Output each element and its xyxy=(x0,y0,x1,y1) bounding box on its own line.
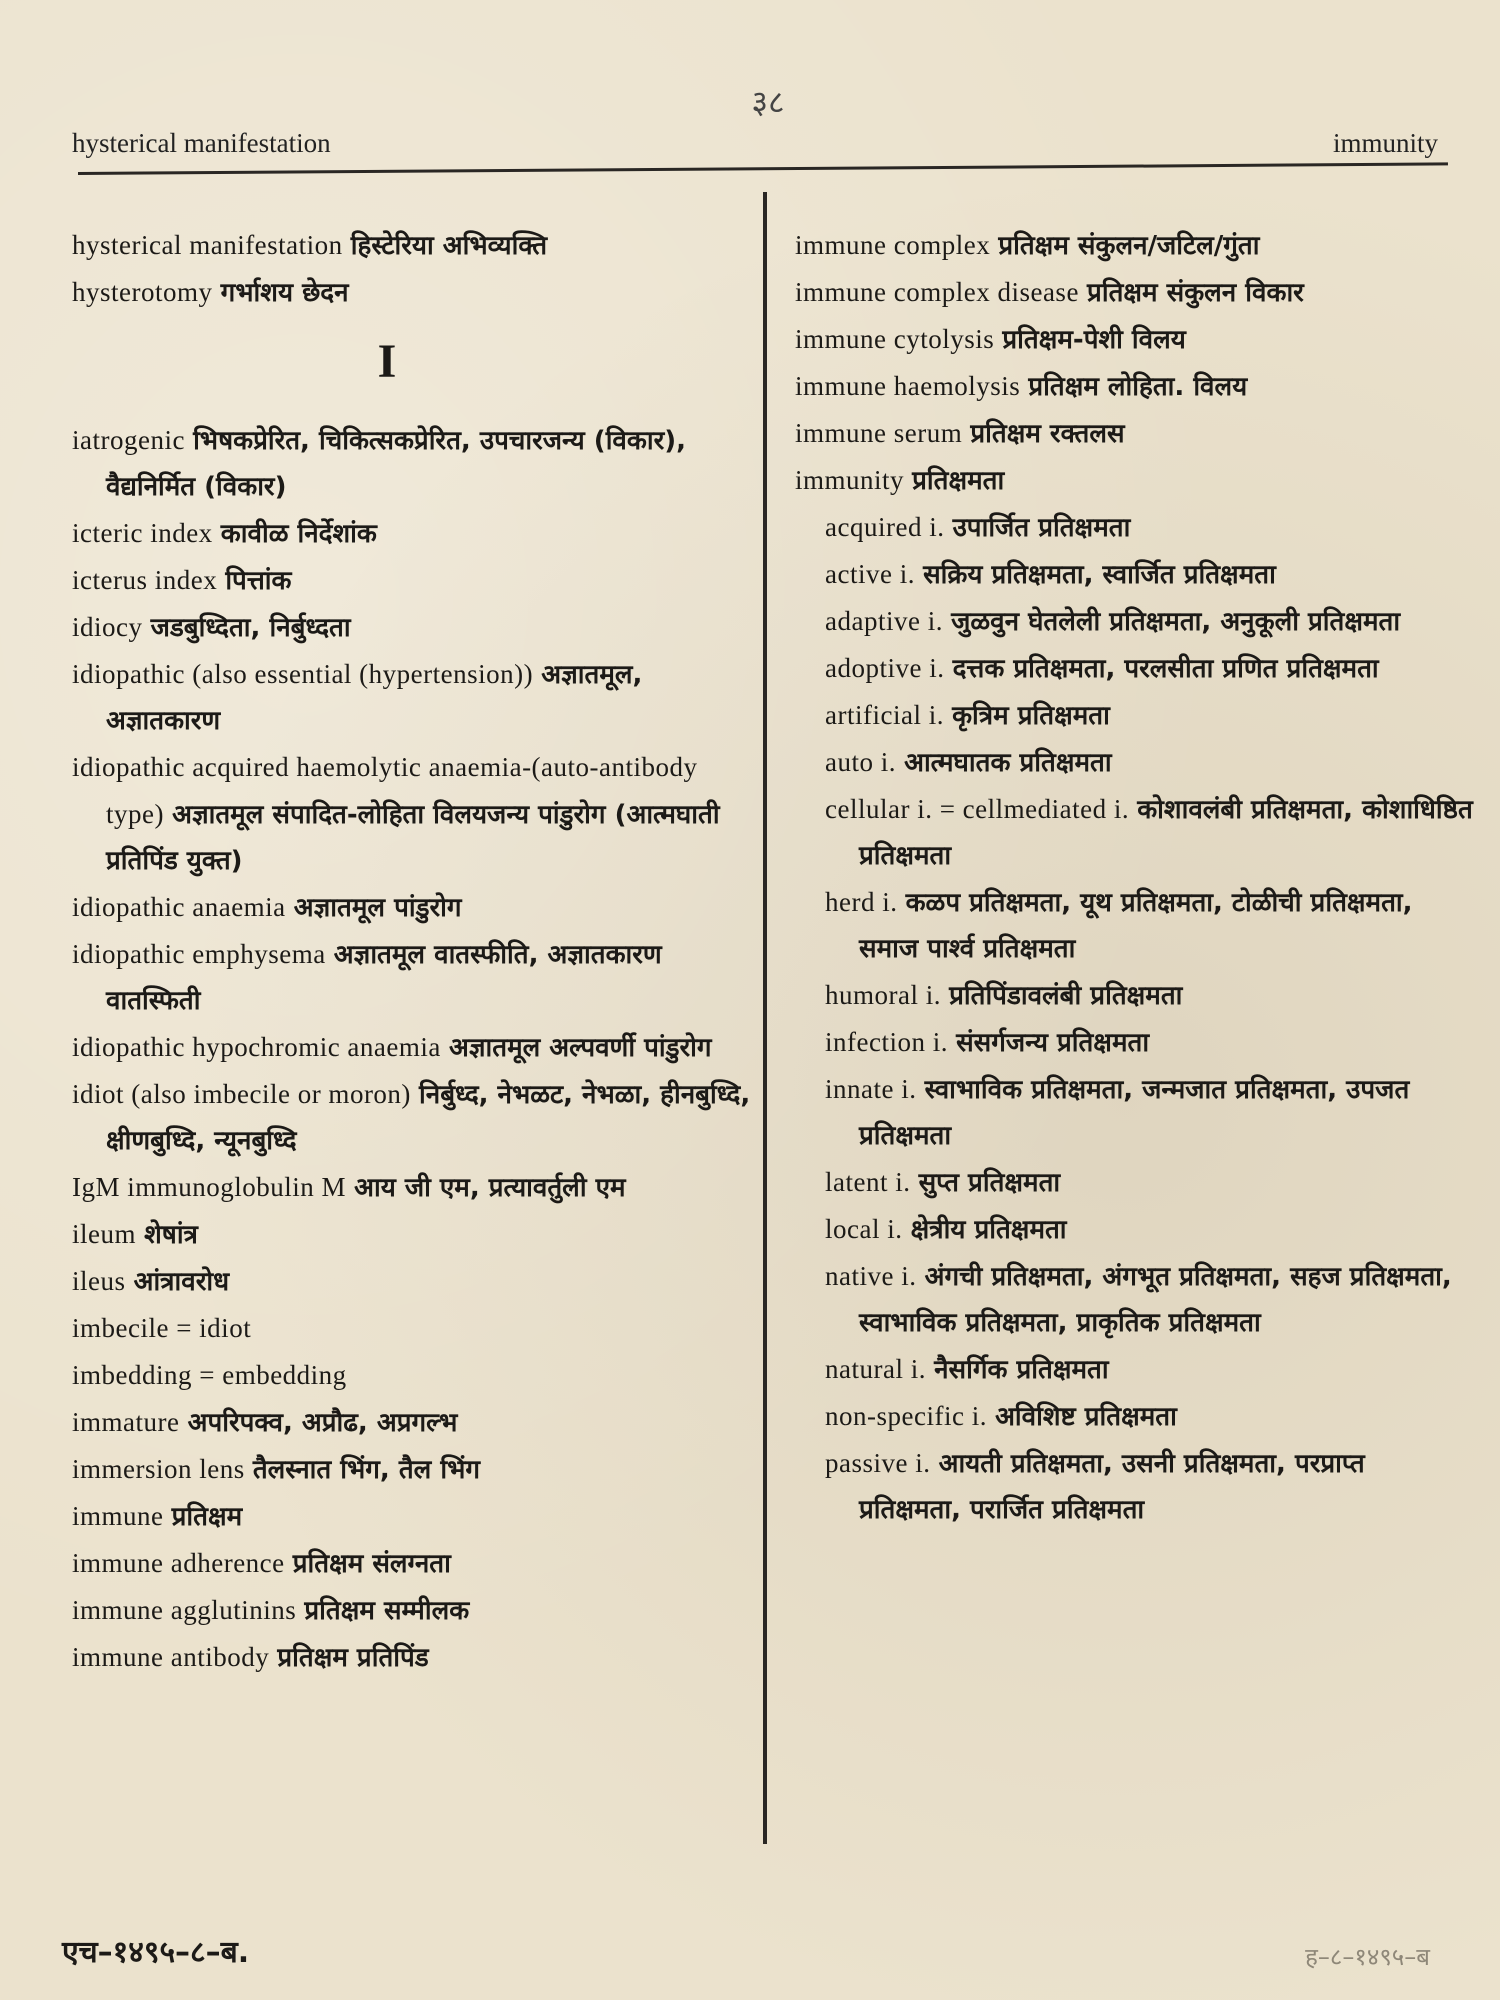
dictionary-entry xyxy=(795,1393,1475,1440)
entry-term: adoptive i. xyxy=(825,653,945,683)
entry-gloss: प्रतिक्षम संकुलन/जटिल/गुंता xyxy=(998,231,1260,261)
entry-gloss: प्रतिक्षम xyxy=(171,1502,243,1532)
entry-gloss: प्रतिक्षम संलग्नता xyxy=(292,1549,451,1579)
entry-term: immunity xyxy=(795,465,905,495)
entry-gloss: आय जी एम, प्रत्यावर्तुली एम xyxy=(354,1173,626,1203)
entry-term: idiopathic emphysema xyxy=(72,939,326,969)
entry-gloss: स्वाभाविक प्रतिक्षमता, जन्मजात प्रतिक्षमता, उपजत प्रतिक्षमता xyxy=(859,1075,1410,1151)
dictionary-entry xyxy=(72,1540,762,1587)
page-number: ३८ xyxy=(751,83,785,121)
entry-term: ileum xyxy=(72,1219,136,1249)
entry-term: non-specific i. xyxy=(825,1401,987,1431)
entry-term: IgM immunoglobulin M xyxy=(72,1172,347,1202)
dictionary-entry xyxy=(795,786,1475,879)
entry-term: immune serum xyxy=(795,418,963,448)
entry-gloss: प्रतिक्षम रक्तलस xyxy=(970,419,1125,449)
dictionary-entry xyxy=(72,1493,762,1540)
entry-term: auto i. xyxy=(825,747,896,777)
entry-gloss: दत्तक प्रतिक्षमता, परलसीता प्रणित प्रतिक्षमता xyxy=(952,654,1379,684)
entry-term: adaptive i. xyxy=(825,606,943,636)
entry-term: passive i. xyxy=(825,1448,931,1478)
entry-gloss: प्रतिक्षम लोहिता. विलय xyxy=(1028,372,1248,402)
dictionary-entry xyxy=(72,1071,762,1164)
entry-term: idiopathic anaemia xyxy=(72,892,286,922)
dictionary-entry xyxy=(795,1440,1475,1533)
entry-gloss: क्षेत्रीय प्रतिक्षमता xyxy=(910,1215,1067,1245)
entry-term: hysterical manifestation xyxy=(72,230,343,260)
entry-term: hysterotomy xyxy=(72,277,213,307)
entry-term: immune haemolysis xyxy=(795,371,1021,401)
entry-term: idiopathic hypochromic anaemia xyxy=(72,1032,441,1062)
entry-term: immune cytolysis xyxy=(795,324,995,354)
dictionary-entry xyxy=(72,931,762,1024)
entry-term: idiot (also imbecile or moron) xyxy=(72,1079,411,1109)
dictionary-entry xyxy=(795,598,1475,645)
entry-gloss: उपार्जित प्रतिक्षमता xyxy=(952,513,1131,543)
left-column xyxy=(72,222,762,1681)
entry-gloss: आंत्रावरोध xyxy=(133,1267,230,1297)
dictionary-entry xyxy=(72,1446,762,1493)
dictionary-entry xyxy=(72,510,762,557)
entry-term: imbecile = idiot xyxy=(72,1313,252,1343)
dictionary-entry xyxy=(795,269,1475,316)
dictionary-entry xyxy=(72,1587,762,1634)
entry-term: icterus index xyxy=(72,565,218,595)
right-column xyxy=(795,222,1475,1533)
entry-term: humoral i. xyxy=(825,980,941,1010)
entry-gloss: नैसर्गिक प्रतिक्षमता xyxy=(934,1355,1109,1385)
entry-gloss: अज्ञातमूल संपादित-लोहिता विलयजन्य पांडुरोग (आत्मघाती प्रतिपिंड युक्त) xyxy=(106,800,720,876)
footer-bleedthrough-code: ह–८–१४९५–ब xyxy=(1305,1943,1430,1971)
entry-term: latent i. xyxy=(825,1167,911,1197)
entry-gloss: अज्ञातमूल अल्पवर्णी पांडुरोग xyxy=(448,1033,712,1063)
entry-term: iatrogenic xyxy=(72,425,185,455)
entry-term: immune antibody xyxy=(72,1642,270,1672)
dictionary-entry xyxy=(795,363,1475,410)
entry-gloss: आत्मघातक प्रतिक्षमता xyxy=(904,748,1112,778)
entry-gloss: अंगची प्रतिक्षमता, अंगभूत प्रतिक्षमता, सहज प्रतिक्षमता, स्वाभाविक प्रतिक्षमता, प्राकृतिक प्रतिक्षमता xyxy=(859,1262,1452,1338)
dictionary-entry xyxy=(72,744,762,884)
entry-term: immune xyxy=(72,1501,164,1531)
dictionary-entry xyxy=(72,557,762,604)
dictionary-entry xyxy=(795,1253,1475,1346)
dictionary-entry xyxy=(72,1399,762,1446)
entry-gloss: जडबुध्दिता, निर्बुध्दता xyxy=(150,613,351,643)
entry-term: icteric index xyxy=(72,518,213,548)
dictionary-entry xyxy=(795,739,1475,786)
entry-term: ileus xyxy=(72,1266,126,1296)
dictionary-entry xyxy=(72,1634,762,1681)
entry-gloss: प्रतिपिंडावलंबी प्रतिक्षमता xyxy=(949,981,1183,1011)
entry-term: idiopathic acquired haemolytic anaemia-(auto-antibody type) xyxy=(72,752,698,829)
entry-term: immersion lens xyxy=(72,1454,245,1484)
entry-gloss: संसर्गजन्य प्रतिक्षमता xyxy=(956,1028,1150,1058)
dictionary-entry xyxy=(795,1066,1475,1159)
section-letter: I xyxy=(377,335,397,388)
entry-gloss: प्रतिक्षम-पेशी विलय xyxy=(1002,325,1186,355)
entry-gloss: अविशिष्ट प्रतिक्षमता xyxy=(995,1402,1177,1432)
dictionary-entry xyxy=(72,1258,762,1305)
entry-gloss: प्रतिक्षम प्रतिपिंड xyxy=(277,1643,429,1673)
dictionary-entry xyxy=(795,410,1475,457)
entry-gloss: गर्भाशय छेदन xyxy=(220,278,349,308)
dictionary-entry xyxy=(72,417,762,510)
dictionary-entry xyxy=(72,1164,762,1211)
entry-gloss: अज्ञातमूल, अज्ञातकारण xyxy=(106,660,643,736)
entry-gloss: अज्ञातमूल पांडुरोग xyxy=(293,893,462,923)
entry-term: immune complex xyxy=(795,230,991,260)
entry-gloss: सुप्त प्रतिक्षमता xyxy=(918,1168,1061,1198)
dictionary-entry xyxy=(72,1305,762,1352)
entry-term: immune agglutinins xyxy=(72,1595,297,1625)
entry-term: infection i. xyxy=(825,1027,948,1057)
dictionary-entry xyxy=(72,884,762,931)
entry-term: cellular i. = cellmediated i. xyxy=(825,794,1130,824)
entry-gloss: भिषकप्रेरित, चिकित्सकप्रेरित, उपचारजन्य (विकार), वैद्यनिर्मित (विकार) xyxy=(106,426,686,502)
entry-term: natural i. xyxy=(825,1354,926,1384)
dictionary-entry xyxy=(72,222,762,269)
dictionary-entry xyxy=(795,457,1475,504)
dictionary-entry xyxy=(72,269,762,316)
entry-term: acquired i. xyxy=(825,512,945,542)
dictionary-entry xyxy=(795,692,1475,739)
entry-gloss: प्रतिक्षम संकुलन विकार xyxy=(1087,278,1304,308)
footer-print-code: एच–१४९५–८–ब. xyxy=(62,1935,250,1970)
entry-gloss: अपरिपक्व, अप्रौढ, अप्रगल्भ xyxy=(187,1408,458,1438)
entry-term: herd i. xyxy=(825,887,898,917)
entry-term: imbedding = embedding xyxy=(72,1360,347,1390)
dictionary-entry xyxy=(72,1024,762,1071)
dictionary-entry xyxy=(795,1346,1475,1393)
running-head-right: immunity xyxy=(1332,128,1438,158)
entry-gloss: हिस्टेरिया अभिव्यक्ति xyxy=(350,231,548,261)
entry-gloss: आयती प्रतिक्षमता, उसनी प्रतिक्षमता, परप्राप्त प्रतिक्षमता, परार्जित प्रतिक्षमता xyxy=(859,1449,1365,1525)
entry-gloss: अज्ञातमूल वातस्फीति, अज्ञातकारण वातस्फिती xyxy=(106,940,662,1016)
entry-gloss: प्रतिक्षम सम्मीलक xyxy=(304,1596,470,1626)
dictionary-entry xyxy=(72,604,762,651)
entry-term: artificial i. xyxy=(825,700,944,730)
running-head-left: hysterical manifestation xyxy=(72,128,331,158)
entry-term: immune complex disease xyxy=(795,277,1079,307)
entry-term: native i. xyxy=(825,1261,917,1291)
entry-term: immune adherence xyxy=(72,1548,285,1578)
entry-term: active i. xyxy=(825,559,915,589)
dictionary-entry xyxy=(795,645,1475,692)
dictionary-entry xyxy=(72,1352,762,1399)
dictionary-entry xyxy=(72,651,762,744)
dictionary-entry xyxy=(795,1159,1475,1206)
dictionary-entry xyxy=(795,972,1475,1019)
entry-gloss: प्रतिक्षमता xyxy=(912,466,1005,496)
entry-gloss: कळप प्रतिक्षमता, यूथ प्रतिक्षमता, टोळीची प्रतिक्षमता, समाज पार्श्व प्रतिक्षमता xyxy=(859,888,1413,964)
entry-gloss: पित्तांक xyxy=(225,566,292,596)
dictionary-entry xyxy=(795,316,1475,363)
dictionary-entry xyxy=(795,1206,1475,1253)
entry-term: idiocy xyxy=(72,612,143,642)
entry-term: local i. xyxy=(825,1214,903,1244)
entry-gloss: शेषांत्र xyxy=(144,1220,198,1250)
entry-gloss: निर्बुध्द, नेभळट, नेभळा, हीनबुध्दि, क्षीणबुध्दि, न्यूनबुध्दि xyxy=(106,1080,751,1156)
header-rule xyxy=(78,162,1448,175)
entry-gloss: सक्रिय प्रतिक्षमता, स्वार्जित प्रतिक्षमता xyxy=(923,560,1276,590)
column-divider xyxy=(763,192,767,1844)
entry-gloss: जुळवुन घेतलेली प्रतिक्षमता, अनुकूली प्रतिक्षमता xyxy=(951,607,1401,637)
entry-term: immature xyxy=(72,1407,180,1437)
dictionary-entry xyxy=(795,222,1475,269)
entry-gloss: कोशावलंबी प्रतिक्षमता, कोशाधिष्ठित प्रतिक्षमता xyxy=(859,795,1473,871)
dictionary-entry xyxy=(72,1211,762,1258)
entry-gloss: कृत्रिम प्रतिक्षमता xyxy=(952,701,1110,731)
dictionary-entry xyxy=(795,551,1475,598)
entry-term: idiopathic (also essential (hypertension)) xyxy=(72,659,534,689)
entry-term: innate i. xyxy=(825,1074,917,1104)
entry-gloss: कावीळ निर्देशांक xyxy=(220,519,377,549)
entry-gloss: तैलस्नात भिंग, तैल भिंग xyxy=(252,1455,480,1485)
dictionary-entry xyxy=(795,1019,1475,1066)
dictionary-entry xyxy=(795,504,1475,551)
dictionary-entry xyxy=(795,879,1475,972)
